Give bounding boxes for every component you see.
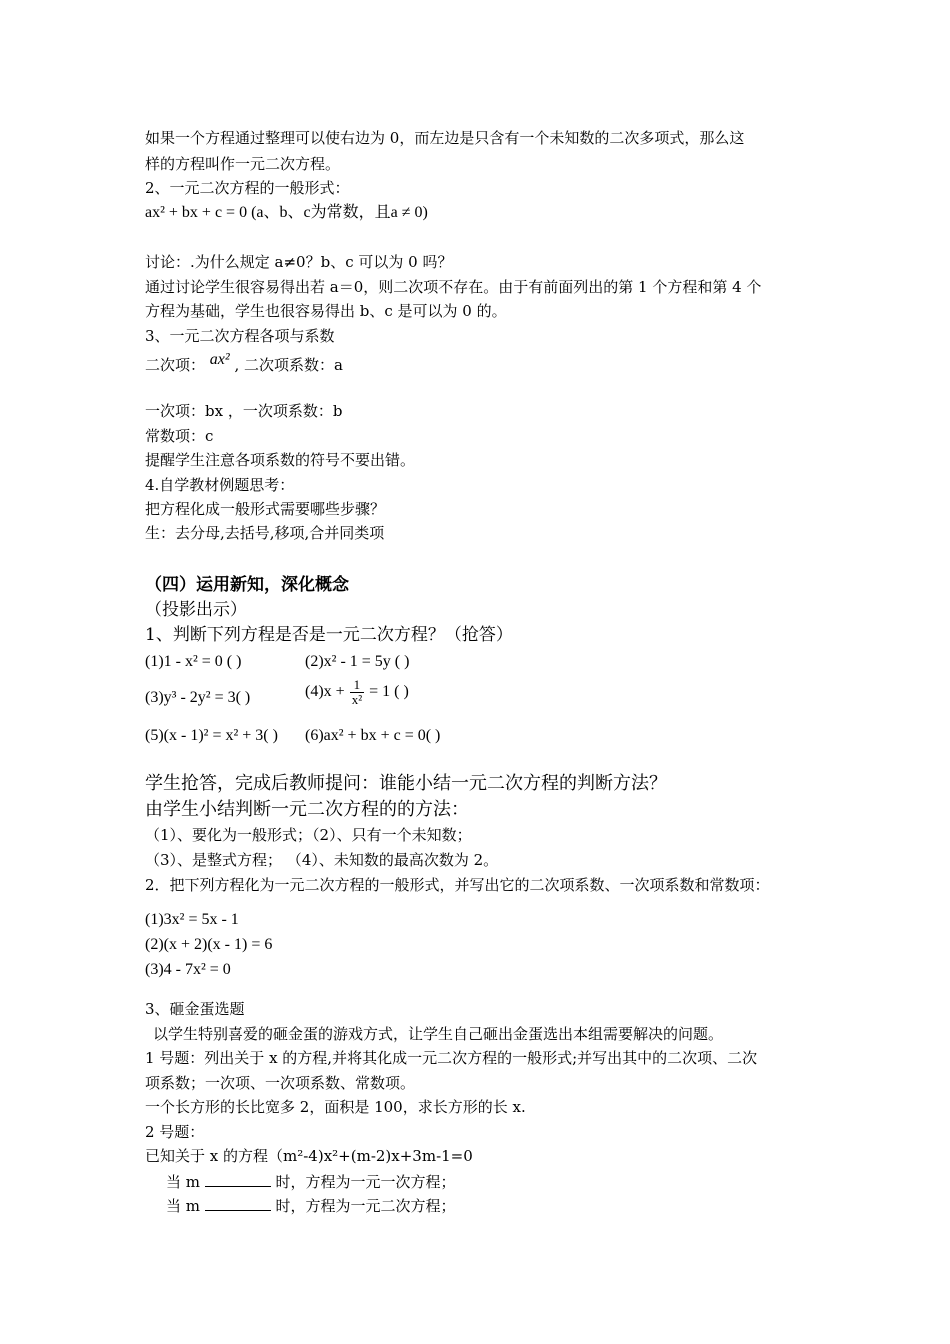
constant-term-line: 常数项：c bbox=[145, 427, 214, 445]
section-terms-title: 3、一元二次方程各项与系数 bbox=[145, 327, 335, 345]
quadratic-term-formula: ax² bbox=[209, 351, 230, 368]
condition-1-suffix: 时，方程为一元一次方程； bbox=[270, 1173, 456, 1191]
quadratic-term-line bbox=[145, 351, 343, 375]
exercise-1-title: 1、判断下列方程是否是一元二次方程？（抢答） bbox=[145, 625, 513, 645]
discussion-answer-line-2: 方程为基础，学生也很容易得出 b、c 是可以为 0 的。 bbox=[145, 302, 507, 320]
condition-1-prefix: 当 m bbox=[166, 1173, 205, 1191]
equation-4-fraction bbox=[350, 678, 364, 706]
golden-egg-description: 以学生特别喜爱的砸金蛋的游戏方式，让学生自己砸出金蛋选出本组需要解决的问题。 bbox=[153, 1025, 724, 1043]
fraction-denominator: x² bbox=[351, 691, 363, 707]
summary-points-1: （1）、要化为一般形式；（2）、只有一个未知数； bbox=[145, 826, 472, 844]
equation-4 bbox=[305, 678, 409, 706]
summary-title: 由学生小结判断一元二次方程的的方法： bbox=[145, 799, 469, 820]
general-form-formula: ax² + bx + c = 0 (a、b、c为常数，且a ≠ 0) bbox=[145, 204, 428, 221]
section-general-form-title: 2、一元二次方程的一般形式： bbox=[145, 179, 350, 197]
equation-1: (1)1 - x² = 0 ( ) bbox=[145, 653, 242, 670]
golden-egg-title: 3、砸金蛋选题 bbox=[145, 1000, 245, 1018]
linear-term-line: 一次项：bx ，一次项系数：b bbox=[145, 402, 343, 420]
self-study-question: 把方程化成一般形式需要哪些步骤？ bbox=[145, 500, 386, 518]
answer-blank-2[interactable] bbox=[205, 1196, 271, 1211]
condition-2-suffix: 时，方程为一元二次方程； bbox=[270, 1197, 456, 1215]
discussion-question: 讨论：.为什么规定 a≠0？b、c 可以为 0 吗？ bbox=[145, 253, 453, 271]
exercise-2-equation-1: (1)3x² = 5x - 1 bbox=[145, 911, 239, 928]
problem-1-line-3: 一个长方形的长比宽多 2，面积是 100，求长方形的长 x. bbox=[145, 1098, 526, 1116]
quadratic-term-label: 二次项： bbox=[145, 356, 206, 374]
fraction-numerator: 1 bbox=[350, 678, 364, 693]
summary-points-2: （3）、是整式方程； （4）、未知数的最高次数为 2。 bbox=[145, 851, 499, 869]
exercise-2-equation-2: (2)(x + 2)(x - 1) = 6 bbox=[145, 936, 273, 953]
projection-note: （投影出示） bbox=[145, 600, 247, 620]
self-study-answer: 生：去分母,去括号,移项,合并同类项 bbox=[145, 524, 385, 542]
equation-4-left: (4)x + bbox=[305, 682, 345, 700]
section-four-heading: （四）运用新知，深化概念 bbox=[145, 575, 349, 595]
problem-2-condition-1 bbox=[166, 1172, 456, 1191]
problem-1-line-2: 项系数；一次项、一次项系数、常数项。 bbox=[145, 1074, 416, 1092]
equation-2: (2)x² - 1 = 5y ( ) bbox=[305, 653, 410, 670]
quadratic-coefficient-label: , 二次项系数：a bbox=[234, 356, 343, 374]
reminder-line: 提醒学生注意各项系数的符号不要出错。 bbox=[145, 451, 416, 469]
exercise-2-equation-3: (3)4 - 7x² = 0 bbox=[145, 961, 231, 978]
problem-1-line-1: 1 号题：列出关于 x 的方程,并将其化成一元二次方程的一般形式;并写出其中的二次项、二次 bbox=[145, 1049, 758, 1067]
paragraph-definition-line-2: 样的方程叫作一元二次方程。 bbox=[145, 155, 341, 173]
problem-2-condition-2 bbox=[166, 1196, 456, 1215]
problem-2-title: 2 号题： bbox=[145, 1123, 205, 1141]
student-answer-line: 学生抢答，完成后教师提问：谁能小结一元二次方程的判断方法？ bbox=[145, 773, 667, 794]
self-study-title: 4.自学教材例题思考： bbox=[145, 476, 295, 494]
condition-2-prefix: 当 m bbox=[166, 1197, 205, 1215]
equation-6: (6)ax² + bx + c = 0( ) bbox=[305, 727, 441, 744]
paragraph-definition-line-1: 如果一个方程通过整理可以使右边为 0，而左边是只含有一个未知数的二次多项式，那么这 bbox=[145, 129, 745, 147]
equation-5: (5)(x - 1)² = x² + 3( ) bbox=[145, 727, 278, 744]
equation-3: (3)y³ - 2y² = 3( ) bbox=[145, 689, 251, 706]
problem-2-equation: 已知关于 x 的方程（m²-4)x²+(m-2)x+3m-1=0 bbox=[145, 1147, 473, 1165]
answer-blank-1[interactable] bbox=[205, 1172, 271, 1187]
equation-4-right: = 1 ( ) bbox=[369, 682, 409, 700]
exercise-2-title: 2．把下列方程化为一元二次方程的一般形式，并写出它的二次项系数、一次项系数和常数项： bbox=[145, 876, 770, 894]
discussion-answer-line-1: 通过讨论学生很容易得出若 a＝0，则二次项不存在。由于有前面列出的第 1 个方程和第 4 个 bbox=[145, 278, 762, 296]
